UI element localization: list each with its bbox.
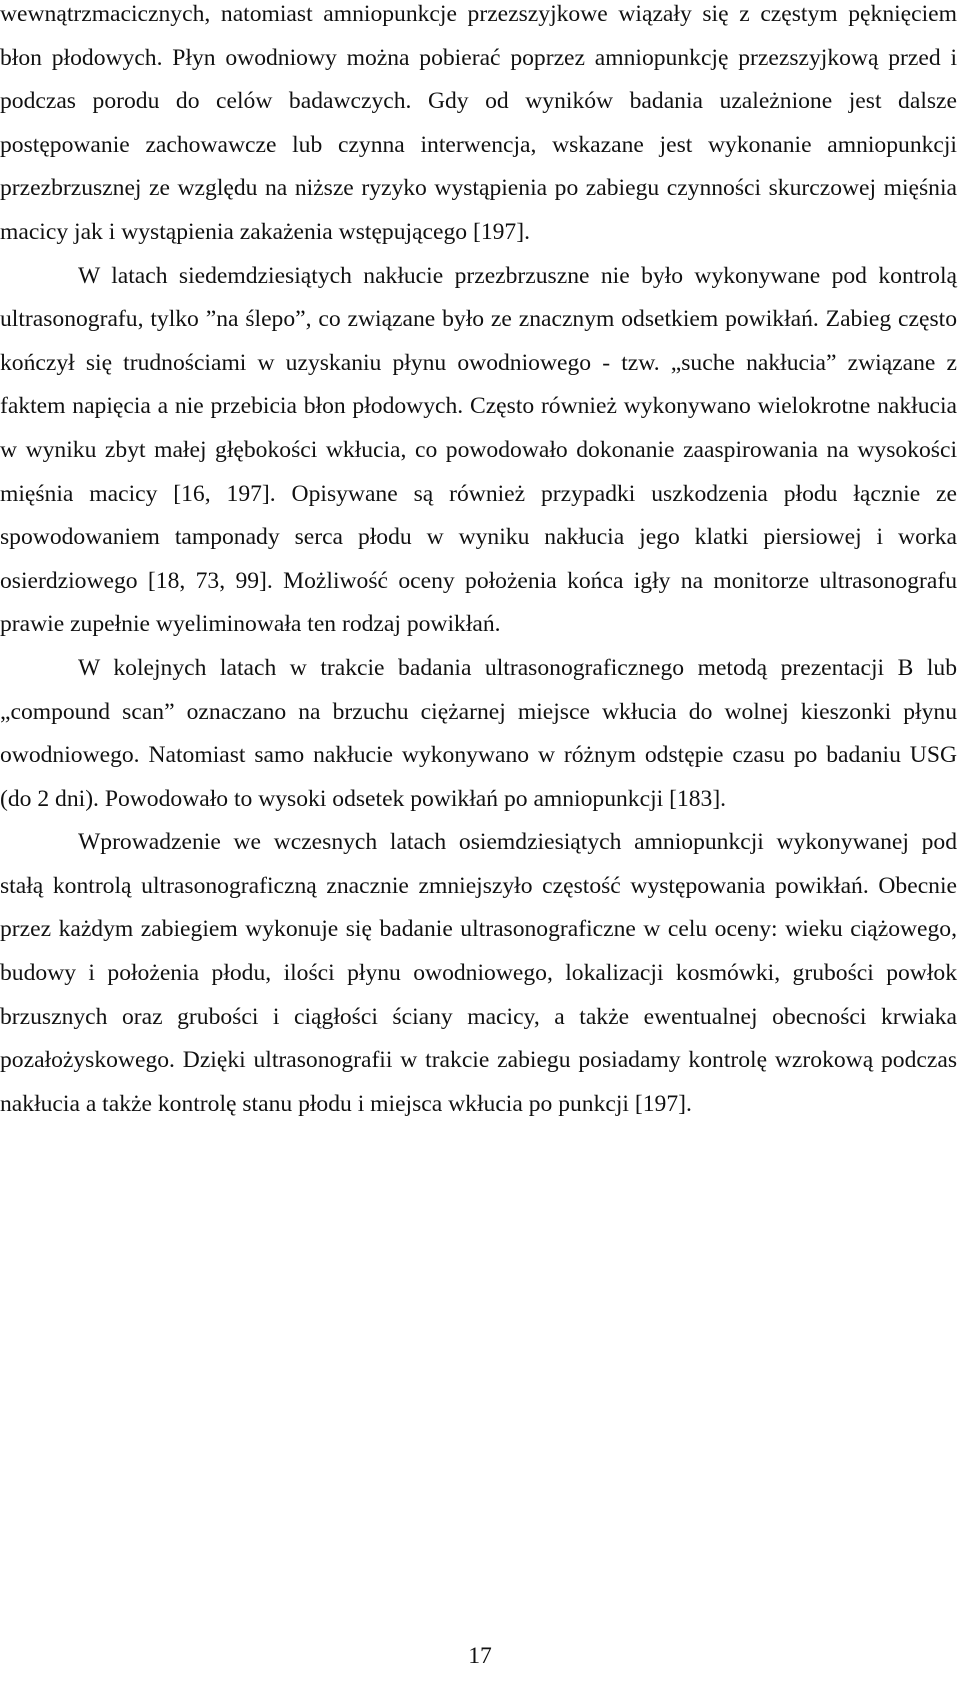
paragraph-3: W kolejnych latach w trakcie badania ultrasonograficznego metodą prezentacji B lub „compound scan” oznaczano na brzuchu ciężarnej miejsce wkłucia do wolnej kieszonki płynu owodniowego. Natomiast samo nakłucie wykonywano w różnym odstępie czasu po badaniu USG (do 2 dni). Powodowało to wysoki odsetek powikłań po amniopunkcji [183]. [0, 654, 957, 812]
paragraph-2: W latach siedemdziesiątych nakłucie przezbrzuszne nie było wykonywane pod kontrolą ultrasonografu, tylko ”na ślepo”, co związane było ze znacznym odsetkiem powikłań. Zabieg często kończył się trudnościami w uzyskaniu płynu owodniowego - tzw. „suche nakłucia” związane z faktem napięcia a nie przebicia błon płodowych. Często również wykonywano wielokrotne nakłucia w wyniku zbyt małej głębokości wkłucia, co powodowało dokonanie zaaspirowania na wysokości mięśnia macicy [16, 197]. Opisywane są również przypadki uszkodzenia płodu łącznie ze spowodowaniem tamponady serca płodu w wyniku nakłucia jego klatki piersiowej i worka osierdziowego [18, 73, 99]. Możliwość oceny położenia końca igły na monitorze ultrasonografu prawie zupełnie wyeliminowała ten rodzaj powikłań. [0, 262, 957, 638]
paragraph-1: wewnątrzmacicznych, natomiast amniopunkcje przezszyjkowe wiązały się z częstym pęknięciem błon płodowych. Płyn owodniowy można pobierać poprzez amniopunkcję przezszyjkową przed i podczas porodu do celów badawczych. Gdy od wyników badania uzależnione jest dalsze postępowanie zachowawcze lub czynna interwencja, wskazane jest wykonanie amniopunkcji przezbrzusznej ze względu na niższe ryzyko wystąpienia po zabiegu czynności skurczowej mięśnia macicy jak i wystąpienia zakażenia wstępującego [197]. [0, 1, 957, 245]
page-number: 17 [468, 1643, 492, 1669]
paragraph-4: Wprowadzenie we wczesnych latach osiemdziesiątych amniopunkcji wykonywanej pod stałą kontrolą ultrasonograficzną znacznie zmniejszyło częstość występowania powikłań. Obecnie przez każdym zabiegiem wykonuje się badanie ultrasonograficzne w celu oceny: wieku ciążowego, budowy i położenia płodu, ilości płynu owodniowego, lokalizacji kosmówki, grubości powłok brzusznych oraz grubości i ciągłości ściany macicy, a także ewentualnej obecności krwiaka pozałożyskowego. Dzięki ultrasonografii w trakcie zabiegu posiadamy kontrolę wzrokową podczas nakłucia a także kontrolę stanu płodu i miejsca wkłucia po punkcji [197]. [0, 829, 957, 1117]
